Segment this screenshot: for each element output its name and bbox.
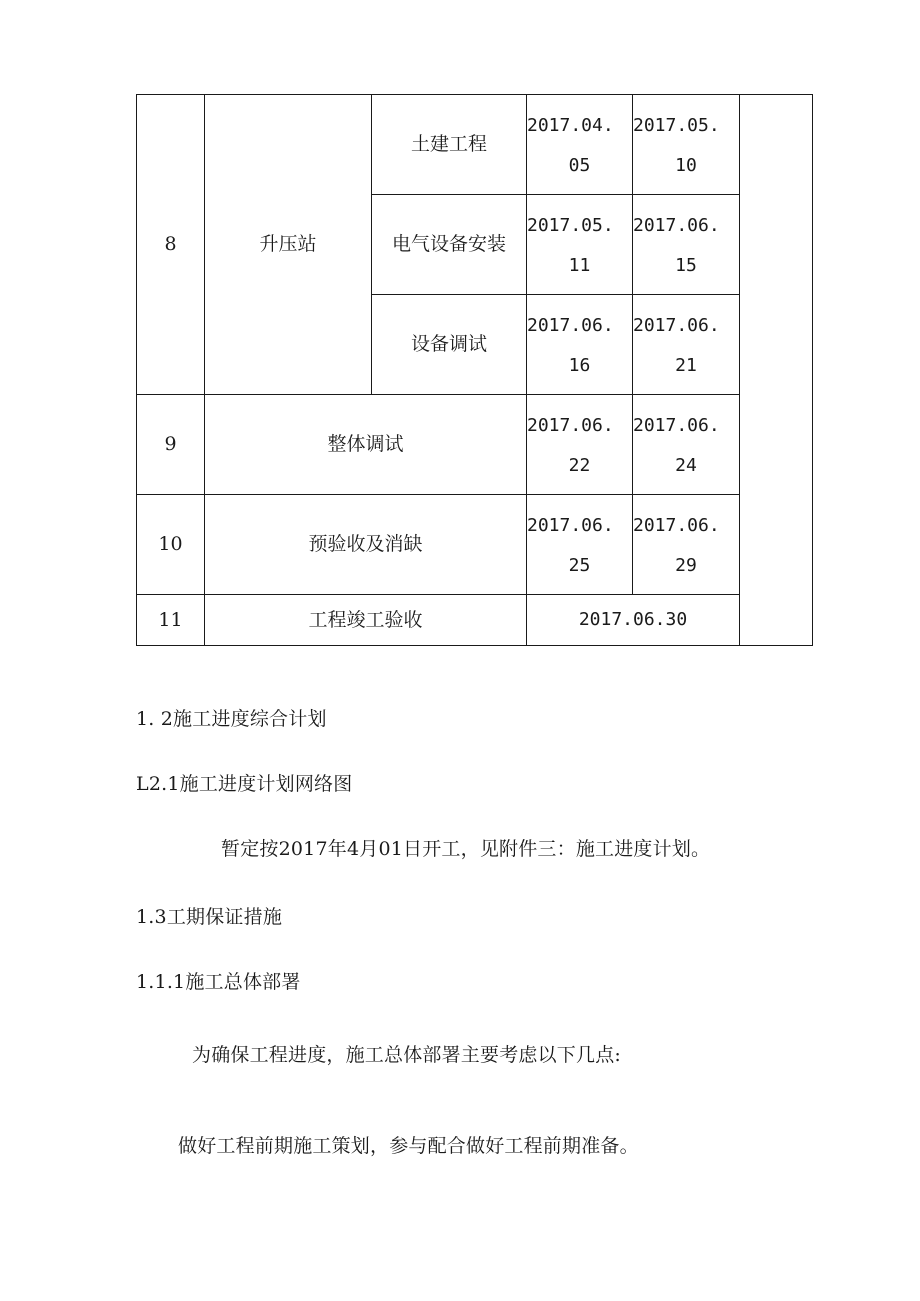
end-date-line2: 21 [675,354,697,376]
end-date-line2: 24 [675,454,697,476]
end-date-line2: 15 [675,254,697,276]
item-cell: 预验收及消缺 [205,495,527,595]
start-date-cell [527,95,633,195]
table-row [137,595,813,646]
start-date-line2: 22 [568,454,591,476]
start-date-line1: 2017.06. [527,414,614,436]
table-row [137,95,813,195]
date-cell: 2017.06.30 [527,595,740,646]
table-row [137,395,813,495]
item-cell: 工程竣工验收 [205,595,527,646]
subitem-cell: 电气设备安装 [372,195,527,295]
end-date-cell [633,495,740,595]
end-date-cell [633,395,740,495]
end-date-cell [633,295,740,395]
paragraph-point-1: 做好工程前期施工策划，参与配合做好工程前期准备。 [178,1135,639,1157]
end-date-line2: 29 [675,554,697,576]
start-date-line1: 2017.04. [527,114,614,136]
start-date-line1: 2017.05. [527,214,614,236]
row-number-cell: 9 [137,395,205,495]
end-date-line1: 2017.05. [633,114,720,136]
end-date-line1: 2017.06. [633,214,720,236]
row-number-cell: 8 [137,95,205,395]
start-date-line2: 25 [568,554,591,576]
end-date-cell [633,95,740,195]
row-number-cell: 11 [137,595,205,646]
start-date-cell [527,195,633,295]
start-date-line2: 16 [568,354,591,376]
heading-1-1-1: 1.1.1施工总体部署 [136,971,301,993]
end-date-line1: 2017.06. [633,314,720,336]
heading-l2-1: L2.1施工进度计划网络图 [136,773,353,795]
start-date-cell [527,395,633,495]
subitem-cell: 土建工程 [372,95,527,195]
item-cell: 升压站 [205,95,372,395]
heading-1-3: 1.3工期保证措施 [136,906,283,928]
subitem-cell: 设备调试 [372,295,527,395]
remarks-cell [740,95,813,646]
start-date-line2: 11 [568,254,591,276]
end-date-line2: 10 [675,154,697,176]
end-date-cell [633,195,740,295]
start-date-cell [527,495,633,595]
start-date-line1: 2017.06. [527,314,614,336]
heading-1-2: 1. 2施工进度综合计划 [136,708,327,730]
item-cell: 整体调试 [205,395,527,495]
start-date-line2: 05 [568,154,591,176]
schedule-table [136,94,813,646]
start-date-cell [527,295,633,395]
row-number-cell: 10 [137,495,205,595]
paragraph-intro: 为确保工程进度，施工总体部署主要考虑以下几点: [192,1044,622,1066]
table-row [137,495,813,595]
end-date-line1: 2017.06. [633,514,720,536]
end-date-line1: 2017.06. [633,414,720,436]
start-date-line1: 2017.06. [527,514,614,536]
paragraph-start-date: 暂定按2017年4月01日开工，见附件三：施工进度计划。 [221,838,711,860]
